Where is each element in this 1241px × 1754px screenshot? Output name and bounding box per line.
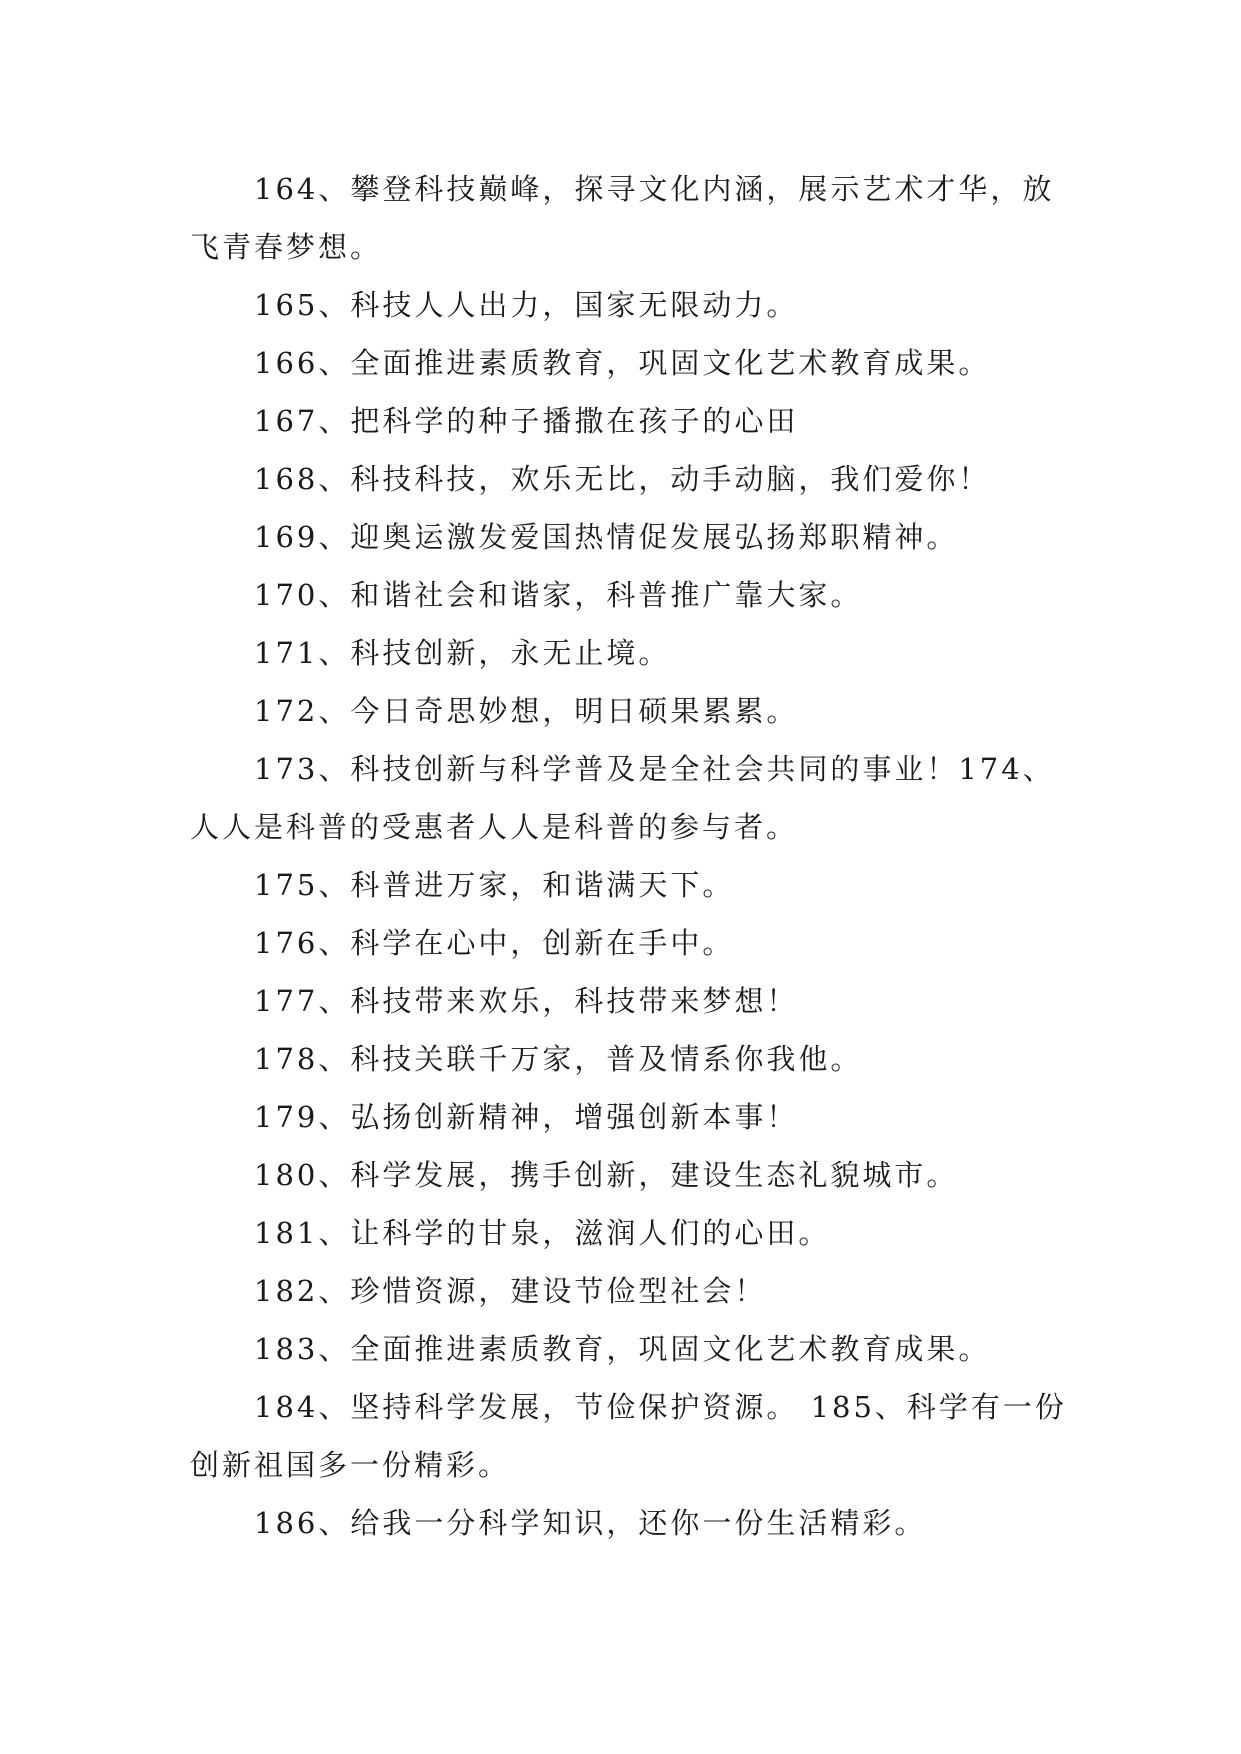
paragraph-183: 183、全面推进素质教育，巩固文化艺术教育成果。 bbox=[254, 1332, 991, 1366]
paragraph-172: 172、今日奇思妙想，明日硕果累累。 bbox=[254, 694, 799, 728]
paragraph-164: 164、攀登科技巅峰，探寻文化内涵，展示艺术才华，放飞青春梦想。 bbox=[190, 172, 1055, 264]
paragraph-166: 166、全面推进素质教育，巩固文化艺术教育成果。 bbox=[254, 346, 991, 380]
paragraph-169: 169、迎奥运激发爱国热情促发展弘扬郑职精神。 bbox=[254, 520, 959, 554]
paragraph-178: 178、科技关联千万家，普及情系你我他。 bbox=[254, 1042, 863, 1076]
document-body bbox=[190, 160, 1070, 1552]
paragraph-165: 165、科技人人出力，国家无限动力。 bbox=[254, 288, 799, 322]
paragraph-167: 167、把科学的种子播撒在孩子的心田 bbox=[254, 404, 799, 438]
paragraph-180: 180、科学发展，携手创新，建设生态礼貌城市。 bbox=[254, 1158, 959, 1192]
paragraph-181: 181、让科学的甘泉，滋润人们的心田。 bbox=[254, 1216, 831, 1250]
paragraph-184-185: 184、坚持科学发展，节俭保护资源。 185、科学有一份创新祖国多一份精彩。 bbox=[190, 1390, 1067, 1482]
paragraph-173-174: 173、科技创新与科学普及是全社会共同的事业！174、人人是科普的受惠者人人是科普的参与者。 bbox=[190, 752, 1055, 844]
paragraph-186: 186、给我一分科学知识，还你一份生活精彩。 bbox=[254, 1506, 927, 1540]
paragraph-175: 175、科普进万家，和谐满天下。 bbox=[254, 868, 735, 902]
paragraph-177: 177、科技带来欢乐，科技带来梦想！ bbox=[254, 984, 799, 1018]
paragraph-171: 171、科技创新，永无止境。 bbox=[254, 636, 671, 670]
paragraph-170: 170、和谐社会和谐家，科普推广靠大家。 bbox=[254, 578, 863, 612]
paragraph-176: 176、科学在心中，创新在手中。 bbox=[254, 926, 735, 960]
paragraph-168: 168、科技科技，欢乐无比，动手动脑，我们爱你！ bbox=[254, 462, 991, 496]
paragraph-182: 182、珍惜资源，建设节俭型社会！ bbox=[254, 1274, 767, 1308]
paragraph-179: 179、弘扬创新精神，增强创新本事！ bbox=[254, 1100, 799, 1134]
